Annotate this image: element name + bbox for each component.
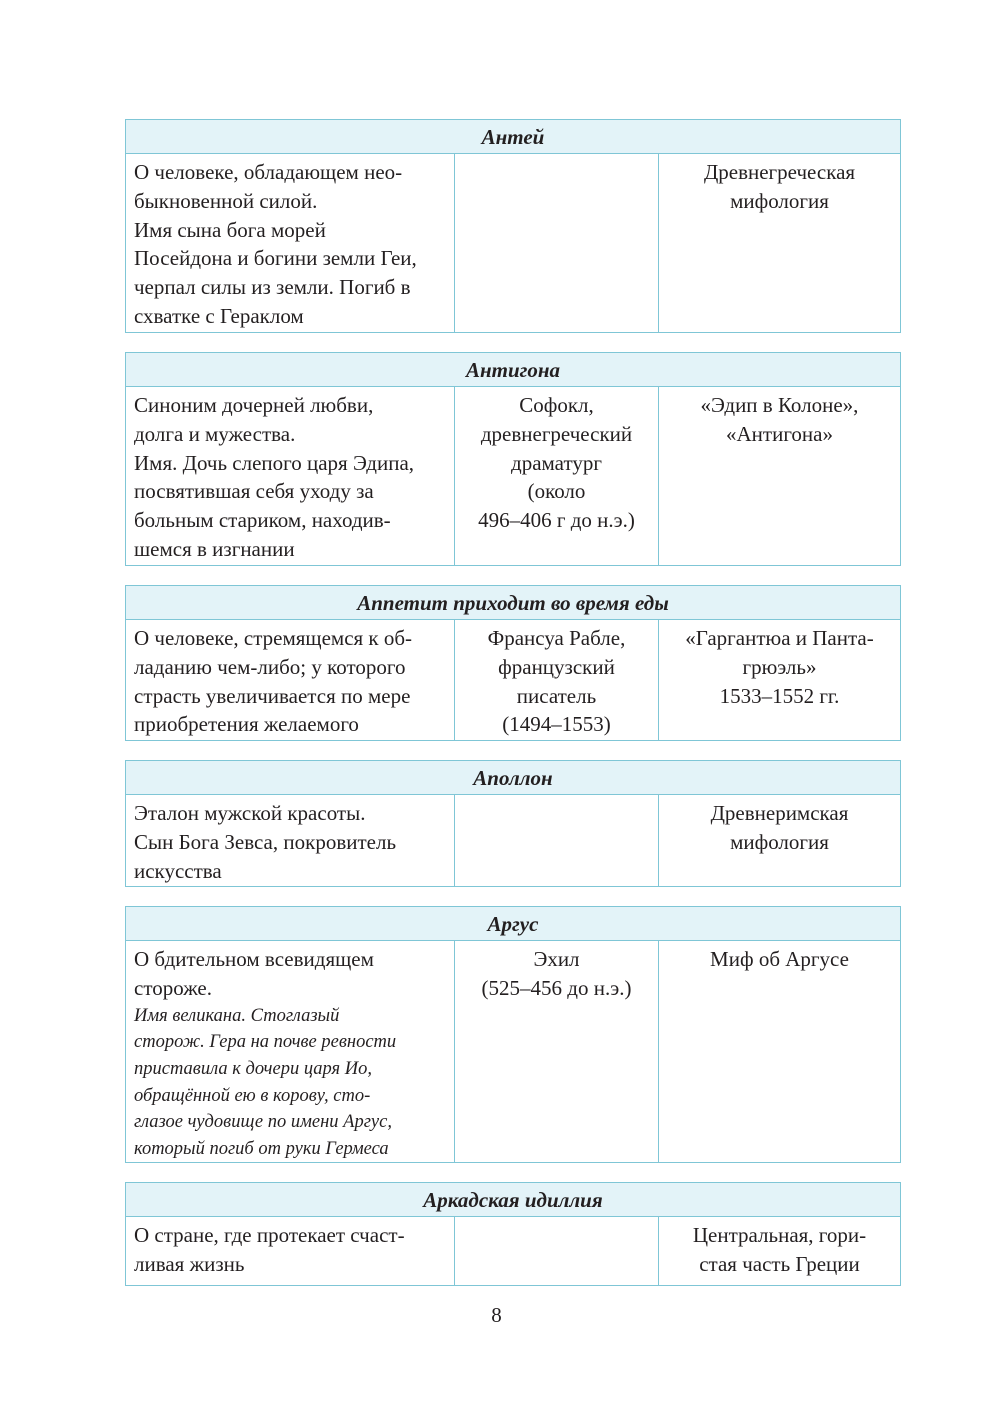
- author-line: (1494–1553): [502, 712, 611, 737]
- meaning-note-line: сторож. Гера на почве ревности: [134, 1032, 397, 1053]
- entry-antei: [125, 119, 901, 333]
- author-line: (525–456 до н.э.): [481, 975, 632, 1000]
- entry-title: Аргус: [126, 907, 900, 941]
- meaning-line: ливая жизнь: [134, 1251, 245, 1276]
- author-cell: [454, 1217, 658, 1285]
- meaning-line: О человеке, обладающем нео-: [134, 160, 403, 184]
- source-line: «Антигона»: [726, 421, 833, 446]
- meaning-line: приобретения желаемого: [134, 712, 359, 737]
- meaning-line: Посейдона и богини земли Геи,: [134, 246, 417, 271]
- meaning-cell: [126, 1217, 454, 1285]
- entry-row: [126, 620, 900, 740]
- author-line: Софокл,: [519, 393, 594, 417]
- meaning-cell: [126, 387, 454, 565]
- author-cell: [454, 154, 658, 332]
- author-line: 496–406 г до н.э.): [478, 508, 635, 533]
- source-cell: [658, 387, 900, 565]
- meaning-line: искусства: [134, 858, 222, 883]
- meaning-line: шемся в изгнании: [134, 536, 295, 561]
- entry-antigona: [125, 352, 901, 566]
- meaning-line: О стране, где протекает счаст-: [134, 1223, 405, 1247]
- source-line: 1533–1552 гг.: [719, 683, 840, 708]
- entry-row: [126, 1217, 900, 1285]
- meaning-line: быкновенной силой.: [134, 188, 318, 213]
- meaning-line: стороже.: [134, 975, 213, 1000]
- source-cell: [658, 795, 900, 886]
- entry-title: Антей: [126, 120, 900, 154]
- author-line: французский: [498, 654, 615, 679]
- entry-row: [126, 795, 900, 886]
- meaning-line: Имя сына бога морей: [134, 217, 326, 242]
- meaning-note-line: приставила к дочери царя Ио,: [134, 1059, 373, 1079]
- meaning-line: Имя. Дочь слепого царя Эдипа,: [134, 450, 415, 475]
- author-line: Франсуа Рабле,: [487, 626, 626, 650]
- meaning-line: схватке с Гераклом: [134, 303, 304, 328]
- source-cell: [658, 620, 900, 740]
- author-line: писатель: [516, 683, 597, 708]
- entry-arkadskaya-idilliya: [125, 1182, 901, 1286]
- meaning-note-line: Имя великана. Стоглазый: [134, 1005, 340, 1026]
- source-line: «Гаргантюа и Панта-: [685, 626, 874, 650]
- meaning-cell: [126, 620, 454, 740]
- source-line: мифология: [730, 829, 829, 854]
- author-cell: [454, 941, 658, 1162]
- meaning-cell: [126, 795, 454, 886]
- entry-title: Аполлон: [126, 761, 900, 795]
- entry-row: [126, 154, 900, 332]
- source-line: грюэль»: [742, 654, 817, 679]
- meaning-note-line: глазое чудовище по имени Аргус,: [134, 1112, 392, 1133]
- author-line: драматург: [511, 450, 602, 475]
- meaning-line: посвятившая себя уходу за: [134, 479, 374, 504]
- source-line: Центральная, гори-: [692, 1223, 867, 1247]
- source-cell: [658, 1217, 900, 1285]
- entry-row: [126, 941, 900, 1162]
- meaning-line: О бдительном всевидящем: [134, 947, 374, 971]
- meaning-line: долга и мужества.: [134, 421, 296, 446]
- author-cell: [454, 795, 658, 886]
- entry-title: Аркадская идиллия: [126, 1183, 900, 1217]
- meaning-line: ладанию чем-либо; у которого: [134, 654, 406, 679]
- source-line: мифология: [730, 188, 829, 213]
- meaning-note-line: который погиб от руки Гермеса: [134, 1139, 389, 1160]
- source-line: Древнеримская: [710, 801, 849, 825]
- source-line: «Эдип в Колоне»,: [700, 393, 859, 417]
- meaning-line: О человеке, стремящемся к об-: [134, 626, 413, 650]
- source-cell: [658, 941, 900, 1162]
- entry-row: [126, 387, 900, 565]
- author-cell: [454, 620, 658, 740]
- author-line: древнегреческий: [480, 421, 633, 446]
- meaning-line: Синоним дочерней любви,: [134, 393, 374, 417]
- meaning-note-line: обращённой ею в корову, сто-: [134, 1085, 371, 1106]
- entry-title: Аппетит приходит во время еды: [126, 586, 900, 620]
- meaning-line: больным стариком, находив-: [134, 508, 391, 533]
- meaning-line: страсть увеличивается по мере: [134, 683, 411, 708]
- entry-apollon: [125, 760, 901, 887]
- page-number: 8: [491, 1303, 502, 1327]
- author-cell: [454, 387, 658, 565]
- source-cell: [658, 154, 900, 332]
- source-line: стая часть Греции: [699, 1251, 860, 1276]
- author-line: (около: [527, 479, 586, 504]
- meaning-cell: [126, 154, 454, 332]
- entry-appetit: [125, 585, 901, 741]
- entry-title: Антигона: [126, 353, 900, 387]
- meaning-cell: [126, 941, 454, 1162]
- author-line: Эхил: [533, 947, 580, 971]
- entry-argus: [125, 906, 901, 1163]
- source-line: Древнегреческая: [703, 160, 856, 184]
- meaning-line: Сын Бога Зевса, покровитель: [134, 829, 397, 854]
- meaning-line: Эталон мужской красоты.: [134, 801, 366, 825]
- meaning-line: черпал силы из земли. Погиб в: [134, 275, 411, 300]
- source-line: Миф об Аргусе: [710, 947, 849, 971]
